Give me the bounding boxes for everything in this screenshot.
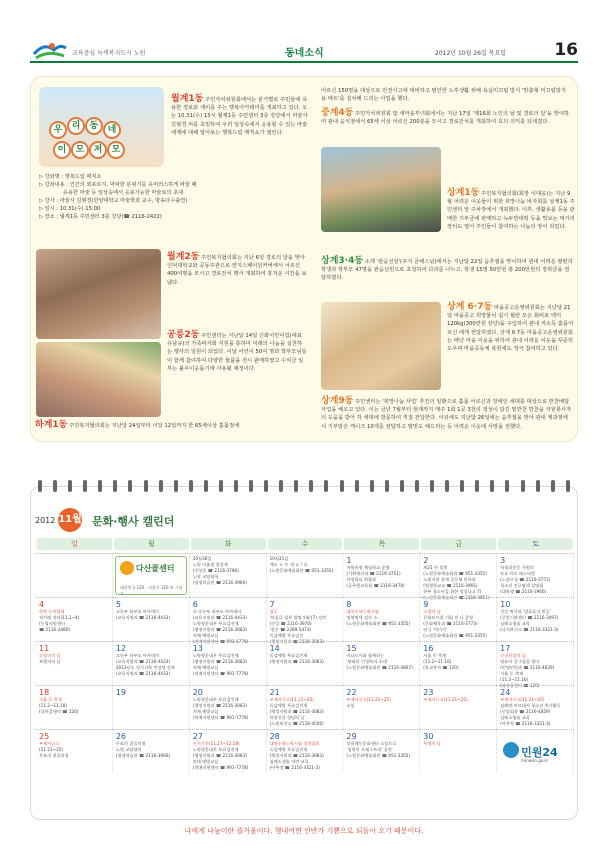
event-text: (노원구청 ☎ 2116-3773): [500, 577, 551, 582]
calendar-day-cell: [36, 553, 113, 597]
event-text: 노원행운대우 무료검진제: [192, 747, 239, 752]
calendar-month: 11월: [58, 508, 82, 532]
event-text: 노원행운대우 무료검진제: [192, 621, 239, 626]
day-number: 11: [39, 644, 50, 653]
article-sanggye9: [321, 397, 573, 431]
event-text: (중앙기관센터 ☎ 2116-3497): [500, 615, 559, 620]
calendar-day-cell: [267, 641, 344, 685]
event-text: 치매 예방교실: [192, 709, 219, 714]
event-text: (행정지원과 ☎ 2116-3083): [192, 627, 247, 632]
day-number: 6: [192, 600, 198, 609]
calendar-day-cell: [343, 641, 420, 685]
event-text: 영역명세 검사 소: [346, 615, 378, 620]
event-text: 독감예방 무료검진제: [269, 653, 308, 658]
event-text: 부재자신고(11.21~25): [500, 697, 545, 702]
calendar-day-cell: [267, 685, 344, 729]
event-text: 소설: [346, 703, 355, 708]
news-section: [30, 76, 578, 442]
weekday-thu: 목: [344, 538, 419, 550]
weekday-fri: 금: [421, 538, 496, 550]
detail-line: ▷ 강좌내용 : 인간의 꾀포로지, 막막한 분위기를 유머러스하게 바꿀 때: [39, 182, 197, 188]
article-wolgye2: [167, 253, 307, 287]
calendar-day-cell: [343, 729, 420, 773]
event-text: 농업인의 날: [39, 653, 61, 658]
article-sanggye67: [447, 303, 575, 353]
event-text: (치매지원센터 ☎ 991-1778): [192, 639, 249, 644]
calendar-day-cell: [343, 685, 420, 729]
calendar-day-cell: [190, 641, 267, 685]
title-photo: [39, 87, 164, 167]
calendar-day-cell: [420, 641, 497, 685]
day-number: 9: [423, 600, 429, 609]
calendar-day-cell: [36, 641, 113, 685]
event-text: (노원문화예술회관 ☎ 951-3355): [346, 621, 411, 626]
day-number: 13: [192, 644, 203, 653]
title-char: 네: [103, 121, 121, 139]
call-center-icon: [120, 561, 134, 575]
event-text: (민원민원과 ☎ 2116-4829): [500, 665, 555, 670]
event-text: (영생학교교 ☎ 2116-3965): [423, 583, 478, 588]
day-number: 26: [115, 732, 127, 741]
event-text: (11.2~11.18): [39, 703, 68, 708]
article-body: 주민센터는 지난달 14일 신화어린이집(대표 유남규)의 가족바자회 지원을 통하여 미래의 나눔을 실천하는 행사의 일원이 되었다. 이날 어린이 50여 명과 학부모님들이 함께 참여하여 다양한 물품을 전시 판매하였고 수익금 일부는 불우이웃돕기에 사용될 예정이다.: [167, 333, 307, 372]
day-number: 17: [500, 644, 511, 653]
ad-name: 민원24: [521, 746, 558, 759]
photo-rice-donation: [321, 302, 441, 390]
page-header: [30, 38, 578, 60]
calendar-day-cell: [420, 685, 497, 729]
article-body: 주민복지협의회(회장 이대웅)는 지난 9월 어려운 이웃들이 위한 희망나눔 바자회를 상계1동 주민센터 앞 주차장에서 개최했다. 이후, 생활용품 등을 판매한 기부금에 판매하고 녹두반대떡 등을 맛보는 먹거리 장터도 열어 주민들이 참여하는 나눔의 장이 되었다.: [447, 191, 575, 230]
detail-line: ▷ 장소 : 월계1동 주민센터 3층 강당(☎ 2116-2422): [39, 214, 162, 220]
article-junggye4: [321, 109, 573, 126]
event-text: 한판 동미발대: [39, 609, 65, 614]
calendar-day-cell: [36, 597, 113, 641]
event-text: ☎ 2116-3480): [39, 627, 71, 632]
event-text: 독감예방 무료검진: [269, 633, 304, 638]
day-number: 1: [346, 556, 352, 565]
article-continued: 어르신 150명을 대상으로 안전사고에 대비하고 편안한 노후생활 위해 욕실미끄럼 방지 '맞춤형 미끄럼방지용 매트'를 설치해 드리는 사업을 했다.: [321, 88, 566, 103]
article-head: 공릉2동: [167, 330, 200, 340]
event-text: (노원문화예술회관 ☎ 951-3355): [423, 633, 487, 638]
event-text: 부재자신고(11.21~25): [346, 697, 391, 702]
day-number: 20: [192, 688, 203, 697]
article-body: 소재 '관음선원'(주지 금해스님)에서는 지난달 22일 음추절을 맞이하여 관내 어려운 형편의 학생과 학부모 47명을 관음선원으로 초청하여 다과를 나누고, 학생 15명 50만원 총 200만원의 장학금을 전달하였다.: [321, 259, 573, 282]
event-text: 직거래 장터(11.2~4): [39, 615, 80, 620]
day-number: 25: [39, 732, 50, 741]
day-number: 7: [269, 600, 275, 609]
title-char: 모: [107, 141, 125, 159]
event-text: (다산콜센터 ☎ 120): [500, 683, 540, 688]
calendar-day-cell: [36, 685, 113, 729]
day-number: 28: [269, 732, 280, 741]
day-number: 8: [346, 600, 352, 609]
event-text: (행정지원과 ☎ 2116-3083): [192, 659, 247, 664]
article-wolgye1: [171, 95, 309, 137]
event-text: 토요 아트 페스티벌: [500, 571, 536, 576]
event-text: 치매 예방교실: [192, 633, 219, 638]
article-head: 상계3·4동: [321, 256, 364, 266]
event-text: 한부 청소년을 위한 정성나고 7): [423, 589, 482, 594]
event-text: (노원보건소 ☎ 2116-4500): [269, 721, 324, 726]
event-text: 순국선열의 날: [500, 653, 526, 658]
article-hagye1: [35, 421, 315, 430]
calendar-day-cell: [497, 553, 574, 597]
day-number: 18: [39, 688, 50, 697]
event-text: 심폐소생술 어린 교육: [269, 759, 309, 764]
photo-children-event: [36, 342, 161, 417]
event-text: (노원문화예술회관 ☎ 2116-4867): [346, 665, 413, 670]
header-slogan: 교육중심 녹색복지도시 노원: [72, 50, 146, 57]
event-text: 치매 예방교실: [192, 759, 219, 764]
article-body: 마을공고운영위원회는 지난달 21일 마을공고 희망물이 쉽시 월란 모은 회비로 백미 120kg(300만원 상당)을 구입하여 관내 저소득 홀몸어르신 에게 전달하였다. 상계 6·7동 마을공고운영위원회는 매년 마을 이웃을 위하여 관내 어려운 이웃을 꾸준히 도우며 마을공동체 복원에도 적극 참여하고 있다.: [447, 305, 574, 353]
ad-sub: minwon.go.kr: [521, 758, 549, 763]
dasan-call-center-ad: [115, 556, 187, 595]
event-text: 대학수학능력시험 성적발표: [269, 741, 320, 746]
day-number: 19: [115, 688, 127, 697]
event-text: 서울 동 축제: [423, 653, 447, 658]
title-char: 리: [67, 117, 85, 135]
event-text: (노원문화예술회관 ☎ 951-3355): [346, 753, 411, 758]
event-text: (평생학습관 ☎ 2116-3966): [192, 580, 247, 585]
calendar-day-cell: [267, 553, 344, 597]
detail-line: 유용한 마술 등 일상속에서 응용가능한 마술로의 초대: [63, 190, 184, 196]
article-body: 주민복지협의회는 지난 6일 경로의 달을 맞아 인덕대학교와 공동주관으로 연지스페이던커버에서 어르신 400여명을 모시고 경로잔치 행사 개최하여 흥겨운 시간을 보냈다.: [167, 255, 307, 286]
event-text: '좋은 ☎ 2289-5473): [269, 627, 312, 632]
event-text: '판화의 인생특의 초대': [346, 659, 388, 664]
photo-senior-party: [36, 249, 161, 339]
event-text: 독감예방 무료검진제: [269, 747, 308, 752]
weekday-mon: 월: [114, 538, 189, 550]
calendar-day-cell: [343, 597, 420, 641]
event-text: (노원문화예술회관 ☎ 2116-3851): [423, 595, 490, 600]
event-text: (교육지원과 ☎ 2116-4433): [115, 671, 171, 676]
event-text: (학교봉사 ☎ 120): [423, 665, 459, 670]
detail-line: ▷ 일시 : 10.31(수) 15:00: [39, 206, 101, 212]
calendar-day-cell: [497, 685, 574, 729]
event-text: 서울 동 축제: [500, 671, 524, 676]
event-text: (행정지원과 ☎ 2116-3083): [269, 709, 324, 714]
event-text: 치매 예방교실: [192, 665, 219, 670]
event-text: (중앙 ☎ 2116-3970): [269, 621, 312, 626]
calendar-day-cell: [190, 729, 267, 773]
calendar-day-cell: [420, 597, 497, 641]
event-text: (공무원교육원 ☎ 2116-3478): [346, 583, 405, 588]
article-head: 월계1동: [171, 94, 204, 104]
day-number: 2: [423, 556, 429, 565]
event-text: (치매지원센터 ☎ 991-7778): [192, 671, 249, 676]
event-text: (11.21~25): [39, 747, 64, 752]
day-number: 30: [423, 732, 434, 741]
event-text: (행정지원과 ☎ 2116-3083): [269, 639, 324, 644]
event-text: 입동: [269, 609, 278, 614]
day-number: 29: [346, 732, 357, 741]
detail-line: ▷ 강좌명 : 행복드림 매직쇼: [39, 174, 102, 180]
event-text: 10월31일: [269, 556, 289, 561]
event-text: 연극 '미녀지': [423, 627, 448, 632]
weekday-wed: 수: [268, 538, 343, 550]
article-sanggye1: [447, 189, 575, 231]
event-text: 지원유형 체험학교 운영: [346, 565, 390, 570]
calendar-day-cell: [497, 597, 574, 641]
event-text: 선거기간(11.27~12.18): [192, 741, 240, 746]
calendar-day-cell: [36, 729, 113, 773]
title-char: 저: [89, 141, 107, 159]
event-text: 초·중등부 학부모 아카데미: [192, 609, 242, 614]
calendar-day-cell: [343, 553, 420, 597]
day-number: 12: [115, 644, 127, 653]
article-body: 주민자치위원회 및 새마을부녀회에서는 지난 17일 '제16회 노인의 날 및 경로의 달'을 맞이하여 관내 음식점에서 65세 이상 어르신 200분을 모시고 경로잔치를 개최하여 효의 의미를 되새겼다.: [321, 111, 570, 126]
event-text: 영유아 증그림콜 정비: [500, 659, 540, 664]
event-details: [39, 173, 309, 221]
event-text: (치매지원센터 ☎ 991-7778): [192, 765, 249, 770]
title-char: 우: [49, 121, 67, 139]
event-text: 심폐면·어르대서 청소년 봉사활동: [500, 703, 561, 708]
event-text: 고등부 학부모 아카데미: [115, 609, 159, 614]
day-number: 3: [500, 556, 506, 565]
title-char: 동: [85, 117, 103, 135]
event-text: 투표의 결물의정: [115, 741, 146, 746]
event-text: 노원 교양대학: [115, 747, 142, 752]
event-text: 노원 어울림 합창제: [192, 562, 228, 567]
event-text: 서울 동 축제: [39, 697, 62, 702]
article-gongneung2: [167, 331, 307, 373]
weekday-sun: 일: [37, 538, 112, 550]
calendar-day-cell: [267, 597, 344, 644]
issue-date: 2012년 10월 26일 목요일: [435, 50, 507, 57]
calendar-day-cell: [267, 729, 344, 773]
calendar-day-cell: [113, 641, 190, 685]
footer-quote: 나에게 나눔이란 즐거움이다. 행내여면 인반가 기쁨으로 되돌아 오기 때문이다.: [184, 827, 424, 835]
calendar-grid: [36, 553, 574, 773]
event-text: (문화체육과 ☎ 2116-3773): [423, 621, 478, 626]
event-text: 고등부 학부모 아카데미: [115, 653, 159, 658]
event-text: (11.2~11.16): [423, 659, 452, 664]
event-text: (치매지원센터 ☎ 991-7778): [192, 715, 249, 720]
day-number: 4: [39, 600, 45, 609]
page-number: 16: [554, 40, 578, 60]
event-text: (행정지원과 ☎ 2116-3083): [269, 753, 324, 758]
event-text: '임원의 오케스트라' 공연: [346, 747, 392, 752]
day-number: 27: [192, 732, 203, 741]
event-text: (행정지원과 ☎ 2116-3083): [269, 659, 324, 664]
event-text: 건강 먹거리 '발효음식 만들': [500, 609, 551, 614]
calendar-year: 2012: [35, 516, 56, 525]
calendar-day-cell: [190, 553, 267, 597]
calendar-day-cell: [190, 597, 267, 644]
event-text: 희망리더 역량과: [346, 577, 377, 582]
article-body: 주민복지협의회는 지난달 24일부터 이달 12일까지 한 65세이상 홀몸정에: [69, 423, 240, 429]
event-text: (농업지원센터: [39, 621, 65, 626]
event-text: 청소년 진로탐색 설명회: [500, 583, 544, 588]
event-text: (평생학습관 ☎ 2116-3966): [115, 753, 171, 758]
event-text: 제21 민 불빛: [423, 565, 448, 570]
calendar-day-cell: [113, 729, 190, 773]
event-text: 노원행운대우 무료검진제: [192, 697, 239, 702]
day-number: 5: [115, 600, 121, 609]
nowon-logo-icon: [30, 40, 70, 62]
article-head: 중계4동: [321, 108, 354, 118]
event-text: 예도 ㅂ 르 새 쇼 ! 요: [269, 562, 308, 567]
ad-name: 다산콜센터: [135, 564, 175, 573]
event-text: 소방의 날: [423, 609, 441, 614]
event-text: 노원행운대우 무료검진제: [192, 653, 239, 658]
event-text: (노원문화예술회관 ☎ 951-3355): [269, 568, 334, 573]
event-text: 부재자신고(11.21~25): [423, 697, 468, 702]
event-text: 심폐소생술 교육: [500, 621, 530, 626]
day-number: 21: [269, 688, 280, 697]
day-number: 15: [346, 644, 357, 653]
event-text: 심폐소생술 교육: [500, 715, 530, 720]
section-title: 동네소식: [285, 48, 324, 59]
calendar-day-cell: [190, 685, 267, 729]
day-number: 14: [269, 644, 280, 653]
event-text: 부재자신고: [39, 741, 60, 746]
event-text: (기획예산과 ☎ 2116-3751): [346, 571, 401, 576]
event-text: (아무정 ☎ 2116-3321-3): [500, 721, 551, 726]
day-number: 10: [500, 600, 511, 609]
detail-line: ▷ 강사 : 마술사 김형경(한양대학교 마술학과 교수, 방송다수출연): [39, 198, 188, 204]
header-divider: [30, 61, 578, 63]
event-text: 상하계동문화센터 소셜프로: [346, 741, 397, 746]
article-head: 하계1동: [35, 420, 68, 430]
event-text: (다산콜센터 ☎ 120): [39, 709, 79, 714]
event-text: 보행자의 날: [39, 659, 61, 664]
calendar-name: 문화·행사 캘린더: [92, 515, 175, 528]
event-text: 노원 교양대학: [192, 574, 219, 579]
event-text: (나지보건소 ☎ 2116-3321-3): [500, 627, 559, 632]
event-text: 10월30일: [192, 556, 212, 561]
event-text: (노원문화예술회관 ☎ 951-3355): [423, 571, 487, 576]
event-text: 2013년도 정시지학 컨설팅 정보: [115, 665, 175, 670]
event-text: 투표의 결물의정: [39, 753, 69, 758]
minwon24-ad: [499, 732, 571, 771]
event-text: 대학수학능력시험: [346, 609, 379, 614]
event-text: (11.2~11.16): [500, 677, 529, 682]
event-text: 학생과전문 가원의: [500, 565, 534, 570]
article-body: 주민자치위원회에서는 분기별로 주민들에 유용한 정보와 재미를 주는 행복아카데미를 개최하고 있다. 오는 10.31(수) 15시 월계1동 주민센터 3층 강당에서 마술사 김형경 씨를 초빙하여 우리 일상속에서 응용할 수 있는 마술세계에 대해 알아보는 행복드림 매직쇼가 열린다.: [171, 97, 308, 136]
article-head: 월계2동: [167, 252, 200, 262]
calendar-day-cell: [420, 553, 497, 600]
event-text: 미용건강 상담의 날: [269, 715, 305, 720]
event-text: '마을로 필통 발명가와'(7) 강연: [269, 615, 327, 620]
event-text: 노원지역 경제 공동체 한마당: [423, 577, 476, 582]
event-text: (교육지원과 ☎ 2116-4433): [192, 615, 247, 620]
day-number: 24: [500, 688, 511, 697]
event-text: (행정지원과 ☎ 2116-3083): [192, 703, 247, 708]
day-number: 23: [423, 688, 434, 697]
minwon-icon: [503, 742, 519, 758]
event-text: (중앙홀 ☎ 2116-3786): [192, 568, 239, 573]
event-text: (대학생 ☎ 2116-3966): [500, 589, 547, 594]
article-head: 상계 6·7동: [447, 302, 493, 312]
title-char: 모: [71, 141, 89, 159]
calendar-day-cell: [113, 597, 190, 641]
calendar-day-cell: [113, 553, 190, 597]
weekday-sat: 토: [498, 538, 573, 550]
event-text: (아무정 ☎ 2116-3321-3): [269, 765, 320, 770]
weekday-header: [36, 538, 574, 552]
event-text: 독감예방 무료검진제: [269, 703, 308, 708]
event-text: (중앙회과 ☎ 2116-4859): [500, 709, 551, 714]
event-text: 문화도시위 기회 전 나 운영: [423, 615, 474, 620]
event-text: 부재자신고(11.21~25): [269, 697, 314, 702]
article-sanggye34: [321, 257, 573, 283]
event-text: 이다도시와 함께하는: [346, 653, 385, 658]
calendar-day-cell: [420, 729, 497, 773]
calendar-day-cell: [497, 641, 574, 688]
calendar-rings: [38, 480, 570, 490]
day-number: 16: [423, 644, 434, 653]
event-text: (교육지원과 ☎ 2116-4433): [115, 615, 171, 620]
article-head: 상계9동: [321, 396, 354, 406]
photo-bazaar: [321, 147, 441, 232]
title-char: 이: [53, 141, 71, 159]
article-head: 상계1동: [447, 188, 480, 198]
day-number: 22: [346, 688, 357, 697]
ad-sub: 대한민국 120 · 서울시 120 과 그리고: [119, 585, 183, 596]
calendar-day-cell: [497, 729, 574, 773]
event-text: (행정지원과 ☎ 2116-3083): [192, 753, 247, 758]
event-text: (교육지원과 ☎ 2116-4433): [115, 659, 171, 664]
weekday-tue: 화: [191, 538, 266, 550]
calendar-day-cell: [113, 685, 190, 729]
event-text: 무역의 날: [423, 741, 441, 746]
article-body: 주민센터는 '희망나눔 사업' 추진의 일환으로 홀몸 어르신과 장애인 세대를 대상으로 반찬배달사업을 해오고 있다. 이는 금년 7월부터 현재까지 매주 1회 1곳 3천의 정성이 담긴 밑반찬 반찬을 자원봉사자의 도움을 받아 각 세대에 방문하여 직접 전달한다. 이외에도 지난달 26일에는 음추절을 맞아 관내 제과점에서 기부받은 케이크 10개를 전달하고 말벗도 해드리는 등 어려운 이웃에 사랑을 전했다.: [321, 399, 572, 430]
